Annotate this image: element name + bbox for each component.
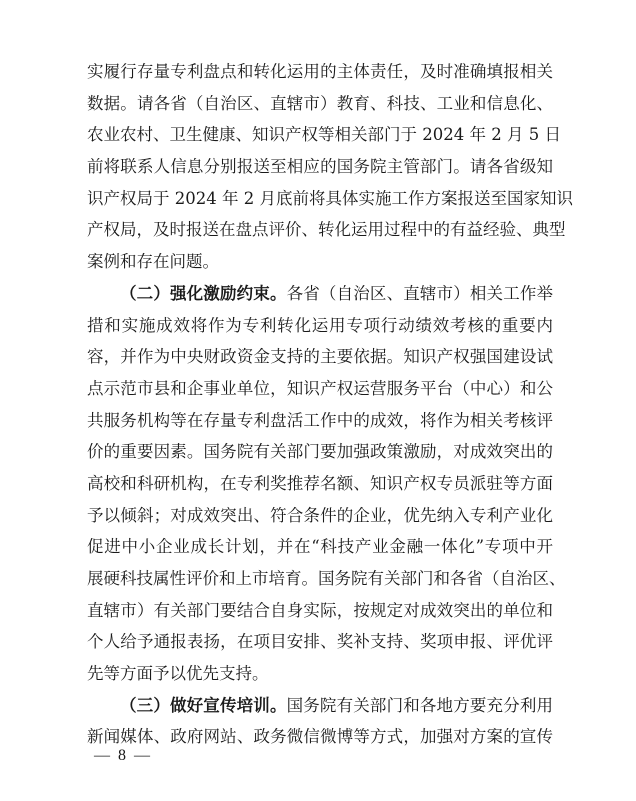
text-line: 实履行存量专利盘点和转化运用的主体责任，及时准确填报相关: [87, 62, 553, 81]
section-heading: （二）强化激励约束。: [120, 283, 287, 303]
text-line: 价的重要因素。国务院有关部门要加强政策激励，对成效突出的: [87, 442, 553, 462]
text-line: 产权局，及时报送在盘点评价、转化运用过程中的有益经验、典型: [87, 220, 566, 240]
text-line: 个人给予通报表扬，在项目安排、奖补支持、奖项申报、评优评: [87, 632, 553, 652]
section-first-line-text: 各省（自治区、直辖市）相关工作举: [286, 283, 554, 303]
text-line: 数据。请各省（自治区、直辖市）教育、科技、工业和信息化、: [87, 93, 553, 113]
text-line: 容，并作为中央财政资金支持的主要依据。知识产权强国建设试: [87, 347, 553, 367]
text-line: 案例和存在问题。: [87, 252, 219, 272]
text-line: 新闻媒体、政府网站、政务微信微博等方式，加强对方案的宣传: [87, 727, 553, 747]
section-first-line-text: 国务院有关部门和各地方要充分利用: [286, 695, 554, 715]
text-line: 予以倾斜；对成效突出、符合条件的企业，优先纳入专利产业化: [87, 505, 553, 525]
text-line: 高校和科研机构，在专利奖推荐名额、知识产权专员派驻等方面: [87, 473, 553, 493]
text-line: 展硬科技属性评价和上市培育。国务院有关部门和各省（自治区、: [87, 569, 566, 588]
section-first-line: [87, 278, 553, 310]
text-line: 直辖市）有关部门要结合自身实际，按规定对成效突出的单位和: [87, 600, 553, 620]
section-heading: （三）做好宣传培训。: [120, 695, 287, 715]
text-line: 农业农村、卫生健康、知识产权等相关部门于 2024 年 2 月 5 日: [87, 125, 561, 145]
text-line: 点示范市县和企事业单位，知识产权运营服务平台（中心）和公: [87, 378, 553, 398]
text-line: 先等方面予以优先支持。: [87, 664, 269, 684]
text-line: 措和实施成效将作为专利转化运用专项行动绩效考核的重要内: [87, 315, 553, 335]
text-line: 促进中小企业成长计划，并在“科技产业金融一体化”专项中开: [87, 537, 553, 557]
text-line: 共服务机构等在存量专利盘活工作中的成效，将作为相关考核评: [87, 410, 553, 430]
text-line: 前将联系人信息分别报送至相应的国务院主管部门。请各省级知: [87, 157, 553, 177]
text-line: 识产权局于 2024 年 2 月底前将具体实施工作方案报送至国家知识: [87, 188, 573, 208]
page-number: — 8 —: [94, 747, 152, 764]
document-body: [87, 56, 573, 753]
section-first-line: [87, 690, 553, 722]
